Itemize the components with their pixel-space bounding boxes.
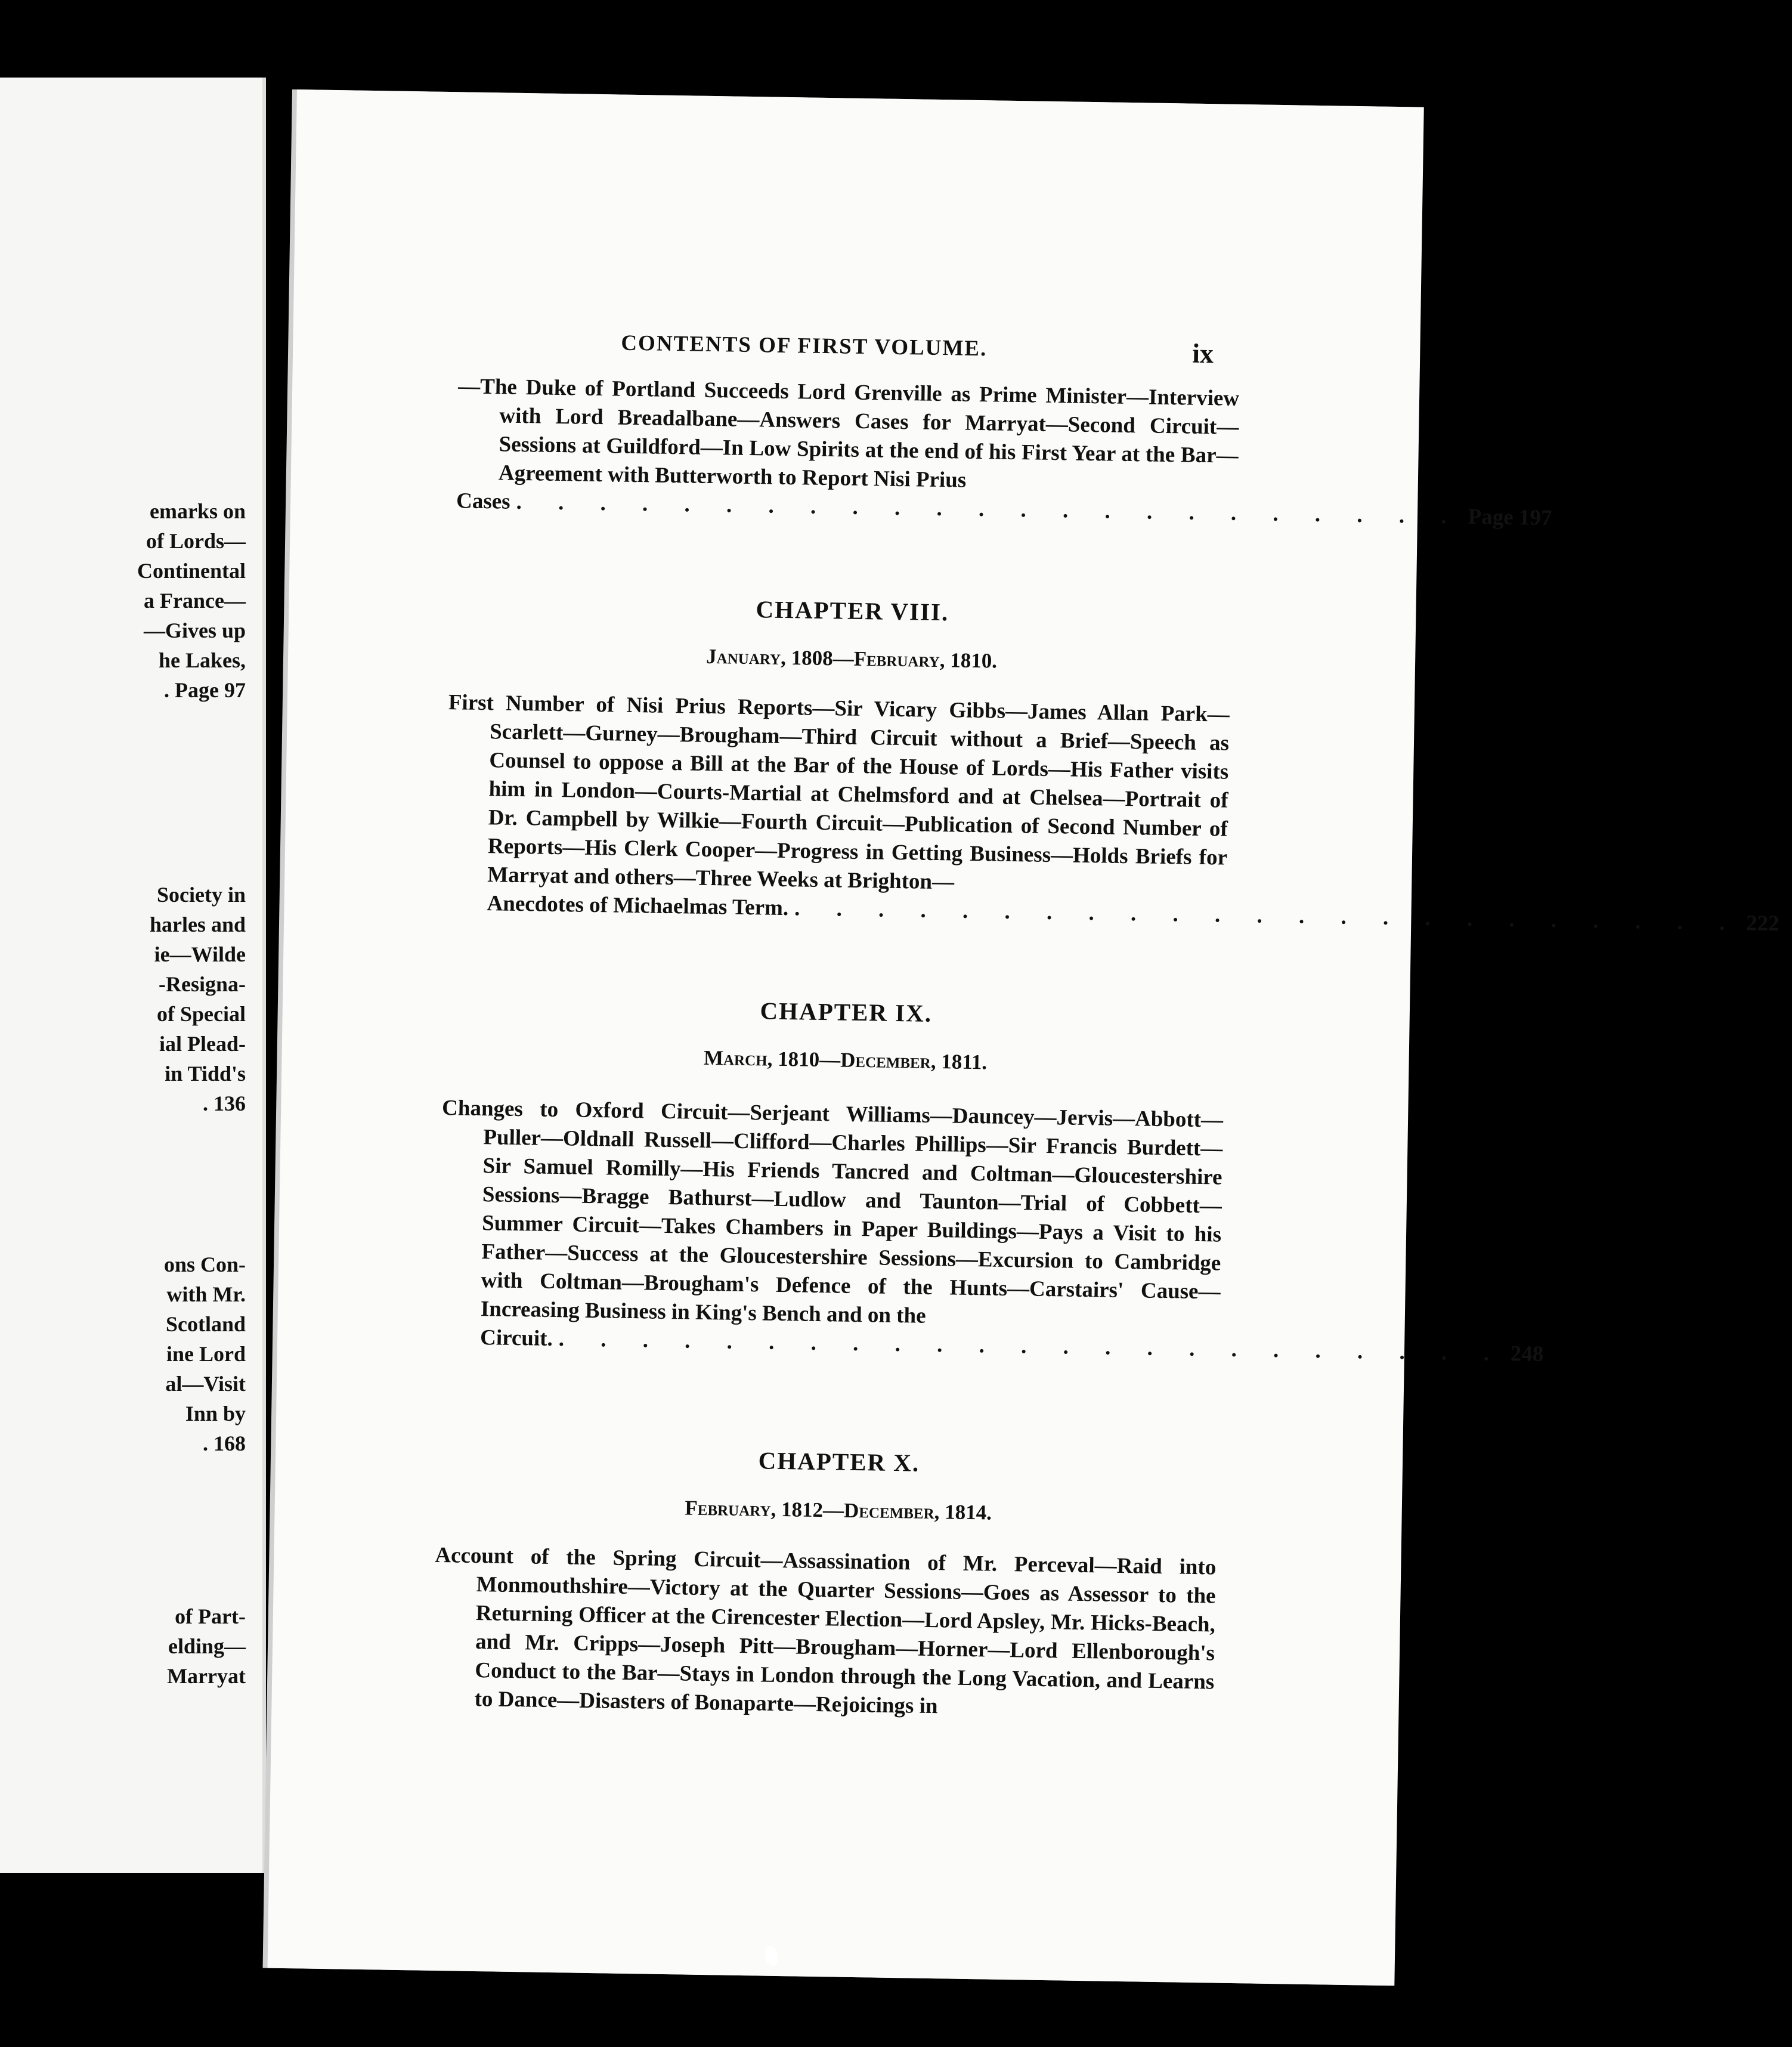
page-number: 248 — [1510, 1341, 1544, 1367]
fragment-line: in Tidd's — [165, 1062, 246, 1086]
fragment-line: ial Plead- — [159, 1032, 246, 1056]
leader-dots: . . . . . . . . . . . . . . . . . . . . . . . — [558, 1326, 1505, 1366]
entry-body: —The Duke of Portland Succeeds Lord Grenville as Prime Minister—Interview with Lord Breadalbane—Answers Cases for Marryat—Second Circuit—Sessions at Guildford—In Low Spirits at the end of his First Year at the Bar—Agreement with Butterworth to Report Nisi Prius — [457, 374, 1240, 493]
leader-dots: . . . . . . . . . . . . . . . . . . . . . . . — [794, 896, 1741, 936]
fragment-line: ie—Wilde — [154, 942, 246, 966]
entry-last-line: Anecdotes of Michaelmas Term. — [487, 891, 789, 921]
fragment-line: . Page 97 — [164, 678, 246, 702]
page-folio: ix — [1191, 338, 1214, 369]
page-number: 222 — [1745, 911, 1780, 936]
fragment-line: with Mr. — [166, 1282, 246, 1306]
chapter-title: CHAPTER VIII. — [756, 595, 949, 626]
fragment-line: Marryat — [167, 1664, 246, 1688]
fragment-line: harles and — [149, 913, 246, 936]
fragment-line: of Lords— — [146, 529, 246, 553]
fragment-line: ine Lord — [166, 1342, 246, 1366]
fragment-line: -Resigna- — [159, 972, 246, 996]
fragment-line: of Special — [157, 1002, 246, 1026]
fragment-line: Inn by — [185, 1402, 246, 1426]
fragment-line: of Part- — [175, 1604, 246, 1628]
fragment-line: al—Visit — [165, 1372, 246, 1396]
fragment-line: emarks on — [150, 499, 246, 523]
continuation-entry — [456, 372, 1552, 531]
chapter-entry — [432, 1541, 1216, 1726]
fragment-line: ons Con- — [163, 1253, 246, 1276]
facing-page-left — [0, 78, 266, 1873]
chapter-dates: February, 1812—December, 1814. — [685, 1496, 992, 1525]
chapter-dates: January, 1808—February, 1810. — [705, 644, 998, 673]
fragment-line: Scotland — [165, 1312, 246, 1336]
fragment-line: Continental — [137, 559, 246, 583]
entry-body: First Number of Nisi Prius Reports—Sir Vicary Gibbs—James Allan Park—Scarlett—Gurney—Brougham—Third Circuit without a Brief—Speech as Counsel to oppose a Bill at the Bar of the House of Lords—His Father visits him in London—Courts-Martial at Chelmsford and at Chelsea—Portrait of Dr. Campbell by Wilkie—Fourth Circuit—Publication of Second Number of Reports—His Clerk Cooper—Progress in Getting Business—Holds Briefs for Marryat and others—Three Weeks at Brighton— — [448, 690, 1230, 895]
entry-last-line: Circuit. — [479, 1325, 553, 1351]
entry-last-line: Cases — [456, 488, 510, 514]
chapter-entry — [438, 1094, 1544, 1367]
chapter-dates: March, 1810—December, 1811. — [703, 1046, 988, 1074]
chapter-title: CHAPTER X. — [758, 1446, 920, 1477]
running-title: CONTENTS OF FIRST VOLUME. — [621, 330, 988, 361]
fragment-line: . 168 — [203, 1431, 246, 1455]
chapter-title: CHAPTER IX. — [760, 997, 933, 1027]
leader-dots: . . . . . . . . . . . . . . . . . . . . . . . — [516, 489, 1463, 529]
fragment-line: . 136 — [203, 1091, 246, 1115]
chapter-entry — [445, 688, 1780, 936]
entry-body: Changes to Oxford Circuit—Serjeant Williams—Dauncey—Jervis—Abbott—Puller—Oldnall Russell—Clifford—Charles Phillips—Sir Francis Burdett—Sir Samuel Romilly—His Friends Tancred and Coltman—Gloucestershire Sessions—Bragge Bathurst—Ludlow and Taunton—Trial of Cobbett—Summer Circuit—Takes Chambers in Paper Buildings—Pays a Visit to his Father—Success at the Gloucestershire Sessions—Excursion to Cambridge with Coltman—Brougham's Defence of the Hunts—Carstairs' Cause—Increasing Business in King's Bench and on the — [441, 1096, 1224, 1328]
fragment-line: he Lakes, — [158, 648, 246, 672]
fragment-line: a France— — [144, 589, 246, 613]
fragment-line: —Gives up — [143, 619, 246, 642]
contents-page — [268, 89, 1780, 1986]
page-number: Page 197 — [1468, 504, 1552, 531]
fragment-line: Society in — [157, 883, 246, 907]
fragment-line: elding— — [168, 1634, 246, 1658]
entry-body: Account of the Spring Circuit—Assassination of Mr. Perceval—Raid into Monmouthshire—Victory at the Quarter Sessions—Goes as Assessor to the Returning Officer at the Cirencester Election—Lord Apsley, Mr. Hicks-Beach, and Mr. Cripps—Joseph Pitt—Brougham—Horner—Lord Ellenborough's Conduct to the Bar—Stays in London through the Long Vacation, and Learns to Dance—Disasters of Bonaparte—Rejoicings in — [435, 1542, 1217, 1719]
